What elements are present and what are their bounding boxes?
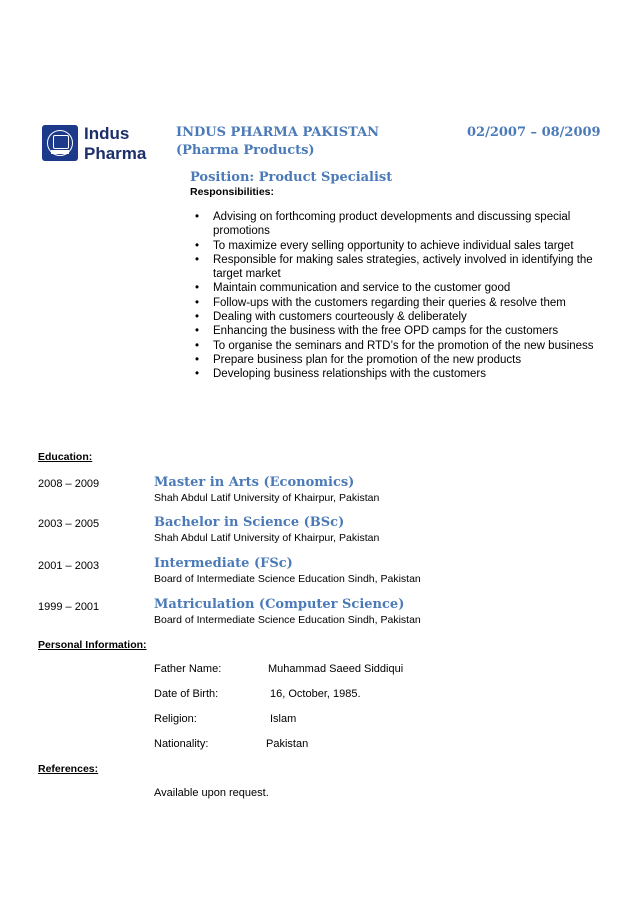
indus-pharma-emblem-icon xyxy=(42,125,78,161)
education-institution: Board of Intermediate Science Education Sindh, Pakistan xyxy=(154,614,421,626)
education-dates: 1999 – 2001 xyxy=(38,601,100,613)
responsibilities-list xyxy=(190,210,610,382)
references-text: Available upon request. xyxy=(154,787,269,799)
education-institution: Shah Abdul Latif University of Khairpur, Pakistan xyxy=(154,532,380,544)
employment-dates: 02/2007 – 08/2009 xyxy=(467,125,601,140)
list-item: • Developing business relationships with the customers xyxy=(190,367,610,381)
nationality-value: Pakistan xyxy=(266,738,309,750)
date-of-birth-label: Date of Birth: xyxy=(154,688,219,700)
list-item: • Dealing with customers courteously & deliberately xyxy=(190,310,610,324)
education-degree: Master in Arts (Economics) xyxy=(154,475,355,490)
list-item: • Maintain communication and service to the customer good xyxy=(190,281,610,295)
list-item: • Enhancing the business with the free OPD camps for the customers xyxy=(190,324,610,338)
list-item: • Prepare business plan for the promotion of the new products xyxy=(190,353,610,367)
logo-word-indus: Indus xyxy=(84,124,130,143)
responsibilities-heading: Responsibilities: xyxy=(190,186,275,198)
education-degree: Matriculation (Computer Science) xyxy=(154,597,405,612)
list-item: • Advising on forthcoming product developments and discussing special promotions xyxy=(190,210,610,239)
education-institution: Shah Abdul Latif University of Khairpur, Pakistan xyxy=(154,492,380,504)
religion-value: Islam xyxy=(270,713,297,725)
education-dates: 2008 – 2009 xyxy=(38,478,100,490)
education-degree: Intermediate (FSc) xyxy=(154,556,293,571)
father-name-label: Father Name: xyxy=(154,663,222,675)
personal-info-heading: Personal Information: xyxy=(38,639,147,651)
company-subtitle: (Pharma Products) xyxy=(176,143,315,158)
list-item: • To maximize every selling opportunity to achieve individual sales target xyxy=(190,239,610,253)
list-item: • Responsible for making sales strategies, actively involved in identifying the target market xyxy=(190,253,610,282)
religion-label: Religion: xyxy=(154,713,197,725)
education-institution: Board of Intermediate Science Education Sindh, Pakistan xyxy=(154,573,421,585)
education-degree: Bachelor in Science (BSc) xyxy=(154,515,345,530)
position-title: Position: Product Specialist xyxy=(190,170,393,185)
education-heading: Education: xyxy=(38,451,93,463)
company-name: INDUS PHARMA PAKISTAN xyxy=(176,125,380,140)
education-dates: 2001 – 2003 xyxy=(38,560,100,572)
nationality-label: Nationality: xyxy=(154,738,209,750)
education-dates: 2003 – 2005 xyxy=(38,518,100,530)
date-of-birth-value: 16, October, 1985. xyxy=(270,688,361,700)
list-item: • To organise the seminars and RTD’s for the promotion of the new business xyxy=(190,339,610,353)
father-name-value: Muhammad Saeed Siddiqui xyxy=(268,663,404,675)
references-heading: References: xyxy=(38,763,99,775)
logo-word-pharma: Pharma xyxy=(84,144,147,163)
list-item: • Follow-ups with the customers regarding their queries & resolve them xyxy=(190,296,610,310)
